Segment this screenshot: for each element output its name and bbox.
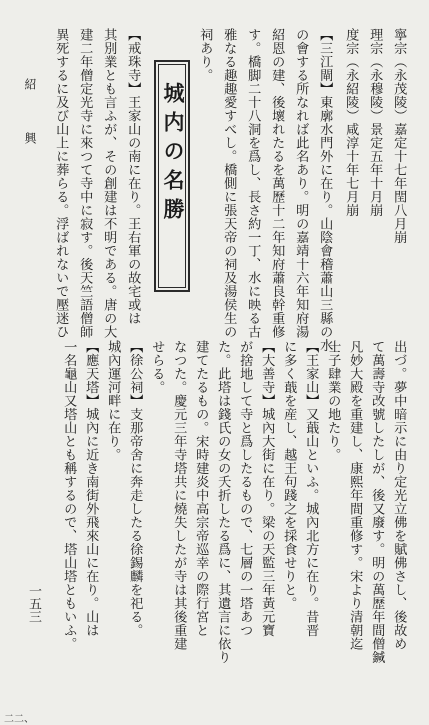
text-column: 理宗（永穆陵）景定五年十月崩: [367, 28, 383, 217]
text-column: 出づ。夢中暗示に由り定光立佛を賦佛さし、後故め: [391, 340, 407, 651]
text-column: 凡妙大殿を重建し、康熙年間重修す。宋より清朝迄: [347, 340, 363, 651]
text-column: 【三江閘】東廓水門外に在り。山陰會稽蕭山三縣の水: [317, 28, 333, 352]
text-column: 異死するに及び山上に葬らる。浮ばれないで壓迷ひ: [53, 28, 69, 339]
text-column: て萬壽寺改號したしが、後又廢す。明の萬歷年間僧鍼: [369, 340, 385, 664]
text-column: 城內運河畔に在り。: [105, 340, 121, 462]
page-number: 一五三: [26, 584, 41, 623]
text-column: なつた。慶元三年寺塔共に燒失したが寺は其後重建: [171, 340, 187, 651]
text-column: せらる。: [149, 340, 165, 394]
text-column: に多く蕺を産し、越王句踐之を採食せりと。: [281, 340, 297, 610]
text-column: た。此塔は錢氏の女の夭折したる爲に、其遺言に依り: [215, 340, 231, 664]
text-column: 一名龜山又塔山とも稱するので、塔山塔ともいふ。: [61, 340, 77, 651]
text-column: す。橋脚二十八洞を爲し、長さ約一丁、水に映る古: [245, 28, 261, 339]
text-column: 【王家山】又蕺山といふ。城內北方に在り。昔晋: [303, 340, 319, 637]
text-column: 建二年僧定光寺に來つて寺中に寂す。後天竺語僧師: [77, 28, 93, 339]
text-column: 其別業とも言ふが、その創建は不明である。唐の大: [101, 28, 117, 339]
text-column: 建てたるもの。宋時建炎中高宗帝巡幸の際行宮と: [193, 340, 209, 637]
text-column: 【大善寺】城內大街に在り。梁の天監三年黃元寶: [259, 340, 275, 637]
text-column: 【徐公祠】支那帝舍に奔走したる徐錫麟を祀る。: [127, 340, 143, 637]
text-column: 度宗（永紹陵）咸淳十年七月崩: [343, 28, 359, 217]
running-header: 紹 興: [23, 78, 37, 150]
text-column: が捨地して寺と爲したるもので、七層の一塔あつ: [237, 340, 253, 637]
text-column: の會する所なれば此名あり。明の嘉靖十六年知府湯: [293, 28, 309, 339]
text-column: 【應天塔】城內に近き南街外飛來山に在り。山は: [83, 340, 99, 637]
text-column: 雅なる趣趣愛すべし。橋側に張天帝の祠及湯侯生の: [221, 28, 237, 339]
text-column: 【戒珠寺】王家山の南に在り。王右軍の故宅或は: [125, 28, 141, 325]
section-heading: [154, 60, 190, 292]
text-column: 寧宗（永茂陵）嘉定十七年閏八月崩: [391, 28, 407, 244]
section-heading-title: 城内の名勝: [161, 82, 186, 227]
text-column: 士子肆業の地たり。: [325, 340, 341, 462]
bottom-mark: 二二、: [4, 714, 34, 725]
text-column: 祠あり。: [197, 28, 213, 82]
text-column: 紹恩の建、後壞れたるを萬歷十二年知府蕭良幹重修: [269, 28, 285, 339]
